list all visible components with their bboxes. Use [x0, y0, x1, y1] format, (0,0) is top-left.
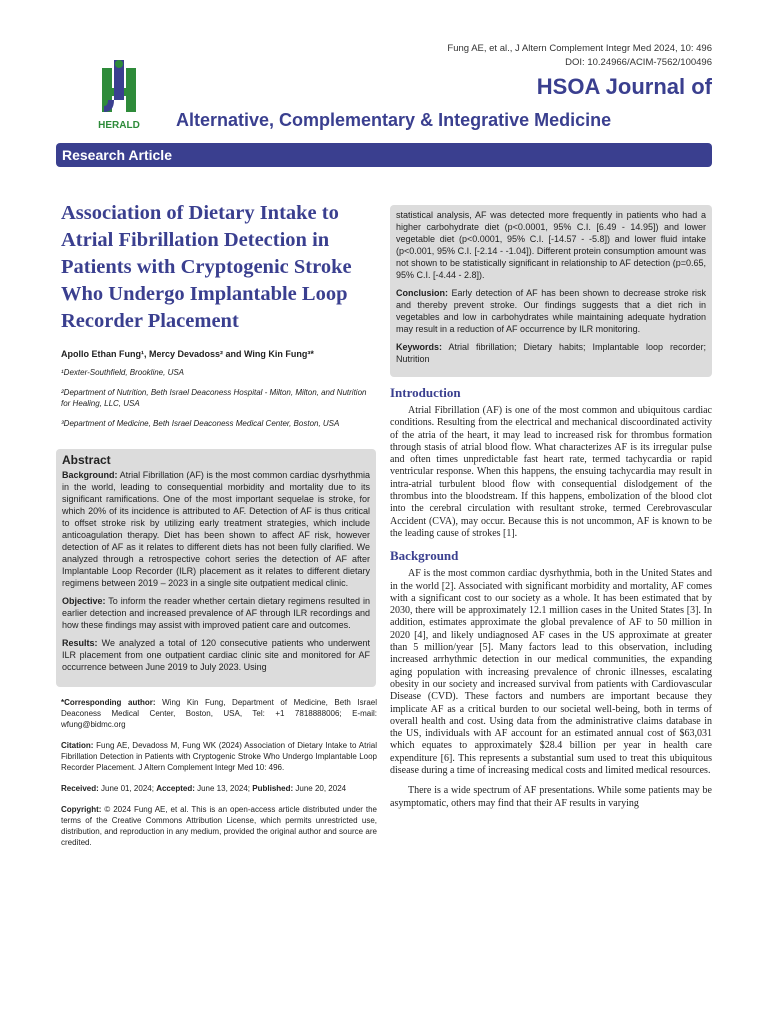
journal-subtitle: Alternative, Complementary & Integrative Medicine — [176, 110, 612, 130]
abstract-results — [62, 637, 370, 673]
conclusion-label: Conclusion: — [396, 288, 448, 298]
results-label: Results: — [62, 638, 98, 648]
results-text: We analyzed a total of 120 consecutive patients who underwent ILR placement from one outpatient cardiac clinic site and monitored for AF occurrence between June 2019 to July 2023. Using — [62, 638, 370, 672]
copyright-label: Copyright: — [61, 805, 102, 814]
results-continued: statistical analysis, AF was detected more frequently in patients who had a higher carbohydrate diet (p<0.0001, 95% C.I. [6.49 - 14.95]) and lower vegetable diet (p<0.0001, 95% C.I. [-14.57 - -5.8]) and lower fluid intake (p<0.001, 95% C.I. [-2.14 - -1.04]). Different protein consumption amount was not shown to be statistically significant in relationship to AF detection (p=0.65, 95% C.I. [-4.44 - 2.8]). — [396, 210, 706, 280]
copyright-text: © 2024 Fung AE, et al. This is an open-access article distributed under the terms of the Creative Commons Attribution License, which permits unrestricted use, distribution, and reproduction in any medium, provided the original author and source are credited. — [61, 805, 377, 847]
left-column — [56, 200, 376, 848]
accepted-label: Accepted: — [156, 784, 195, 793]
abstract-conclusion — [396, 287, 706, 335]
accepted-date: June 13, 2024; — [194, 784, 253, 793]
citation-block — [61, 740, 377, 773]
introduction-heading: Introduction — [390, 385, 461, 400]
abstract-objective — [62, 595, 370, 631]
objective-label: Objective: — [62, 596, 106, 606]
corresponding-text: Wing Kin Fung, Department of Medicine, Beth Israel Deaconess Medical Center, Boston, USA, Tel: +1 7818888006; E-mail: wfung@bidmc.org — [61, 698, 377, 729]
copyright-block — [61, 804, 377, 848]
logo-text: HERALD — [98, 120, 140, 131]
background-text: Atrial Fibrillation (AF) is the most common cardiac dysrhythmia in the world, leading to consequential morbidity and mortality due to its significant ramifications. One of the most important sequelae is stroke, for which 20% of its incidence is attributed to AF. Detection of AF is thus critical to offset stroke risk by utilizing early treatment strategies, which include anticoagulation therapy. Diet has been shown to affect AF risk, however detection of AF as it relates to different diets has not been fully clarified. We analyzed through a retrospective cohort series the detection of AF after Implantable Loop Recorder (ILR) placement as it relates to different dietary regimens between 2019 – 2023 in a single site outpatient medical clinic. — [62, 470, 370, 588]
citation-text: Fung AE, et al., J Altern Complement Integr Med 2024, 10: 496 — [447, 43, 712, 54]
abstract-continued-box — [390, 205, 712, 377]
citation-label: Citation: — [61, 741, 94, 750]
abstract-box — [56, 449, 376, 687]
keywords-text: Atrial fibrillation; Dietary habits; Implantable loop recorder; Nutrition — [396, 342, 706, 364]
background-paragraph-2: There is a wide spectrum of AF presentations. While some patients may be asymptomatic, others may find that their AF results in varying — [390, 785, 712, 809]
keywords — [396, 341, 706, 365]
received-date: June 01, 2024; — [98, 784, 157, 793]
journal-title: HSOA Journal of — [536, 74, 712, 99]
affiliation-3: ³Department of Medicine, Beth Israel Deaconess Medical Center, Boston, USA — [61, 418, 340, 428]
affiliation-1: ¹Dexter-Southfield, Brookline, USA — [61, 368, 185, 377]
affiliation-2: ²Department of Nutrition, Beth Israel Deaconess Hospital - Milton, Milton, and Nutrition for Healing, LLC, USA — [61, 387, 367, 408]
background-paragraph-1: AF is the most common cardiac dysrhythmia, both in the United States and in the world [2]. Associated with significant morbidity and mortality, AF comes with a significant cost to our society as a whole. It has been estimated that by 2030, there will be approximately 12.1 million cases in the United States [3]. In addition, estimates approximate the global prevalence of AF to 50 million in 2020 [4], and likely undiagnosed AF cases in the US approximate at greater than 5 million/year [5]. Many factors lead to this observation, including increased arrhythmic detection in our medical communities, the expanding aging population with increasing prevalence of chronic illnesses, escalating obesity in our society and increased survival from patients with Cardiovascular Disease (CVD). These factors and numbers are important because they implicate AF as a critical burden to our societal well-being, both in terms of overall health and cost. Using data from the administrative claims database in the US, individuals with AF account for an estimated annual cost of $63,031 which equates to approximately $28.4 billion per year in health care expenditure [6]. This represents a substantial sum used to treat this ubiquitous disease during a time of increasing medical costs and limited medical resources. — [390, 568, 712, 777]
article-type-bar — [56, 143, 712, 167]
abstract-background — [62, 469, 370, 589]
corresponding-author — [61, 697, 377, 730]
citation-header — [447, 42, 712, 70]
authors: Apollo Ethan Fung¹, Mercy Devadoss² and Wing Kin Fung³* — [61, 349, 314, 359]
conclusion-text: Early detection of AF has been shown to decrease stroke risk and thereby prevent stroke. Our findings suggests that a diet rich in vegetables and low in carbohydrates while maintaining adequate hydration may result in a reduction of AF occurrence by ILR monitoring. — [396, 288, 706, 334]
background-heading: Background — [390, 548, 459, 564]
doi-text: DOI: 10.24966/ACIM-7562/100496 — [565, 57, 712, 68]
article-type-label: Research Article — [62, 147, 172, 163]
published-date: June 20, 2024 — [293, 784, 347, 793]
corresponding-label: *Corresponding author: — [61, 698, 156, 707]
introduction-paragraph: Atrial Fibrillation (AF) is one of the most common and ubiquitous cardiac conditions. Resulting from the electrical and mechanical discoordinated activity of the atria of the heart, it may lead to increased risk for thrombus formation through stasis of atrial blood flow. What characterizes AF is its irregular pulse and often times unpredictable fast heart rate, termed tachycardia or rapid ventricular response. When this happens, the ensuing tachycardia may result in intra-atrial turbulent blood flow with consequential dislodgement of the thrombus into the bloodstream. If this happens, embolization of the blood clot into the cerebral circulation with resultant stroke, termed Cerebrovascular Accident (CVA), may occur. Because this is not uncommon, AF is known to be the leading cause of strokes [1]. — [390, 405, 712, 539]
right-column — [390, 205, 712, 810]
herald-logo-icon — [88, 58, 150, 134]
herald-logo — [88, 58, 150, 134]
citation-body: Fung AE, Devadoss M, Fung WK (2024) Association of Dietary Intake to Atrial Fibrillation Detection in Patients with Cryptogenic Stroke Who Undergo Implantable Loop Recorder Placement. J Altern Complement Integr Med 10: 496. — [61, 741, 377, 772]
objective-text: To inform the reader whether certain dietary regimens resulted in earlier detection and increased prevalence of AF through ILR recordings and how these findings may assist with improved patient care and outcomes. — [62, 596, 370, 630]
received-label: Received: — [61, 784, 99, 793]
keywords-label: Keywords: — [396, 342, 443, 352]
published-label: Published: — [252, 784, 294, 793]
abstract-heading: Abstract — [62, 453, 111, 467]
background-label: Background: — [62, 470, 118, 480]
dates-block — [61, 783, 377, 794]
article-title: Association of Dietary Intake to Atrial Fibrillation Detection in Patients with Cryptogenic Stroke Who Undergo Implantable Loop Recorder Placement — [61, 202, 352, 332]
